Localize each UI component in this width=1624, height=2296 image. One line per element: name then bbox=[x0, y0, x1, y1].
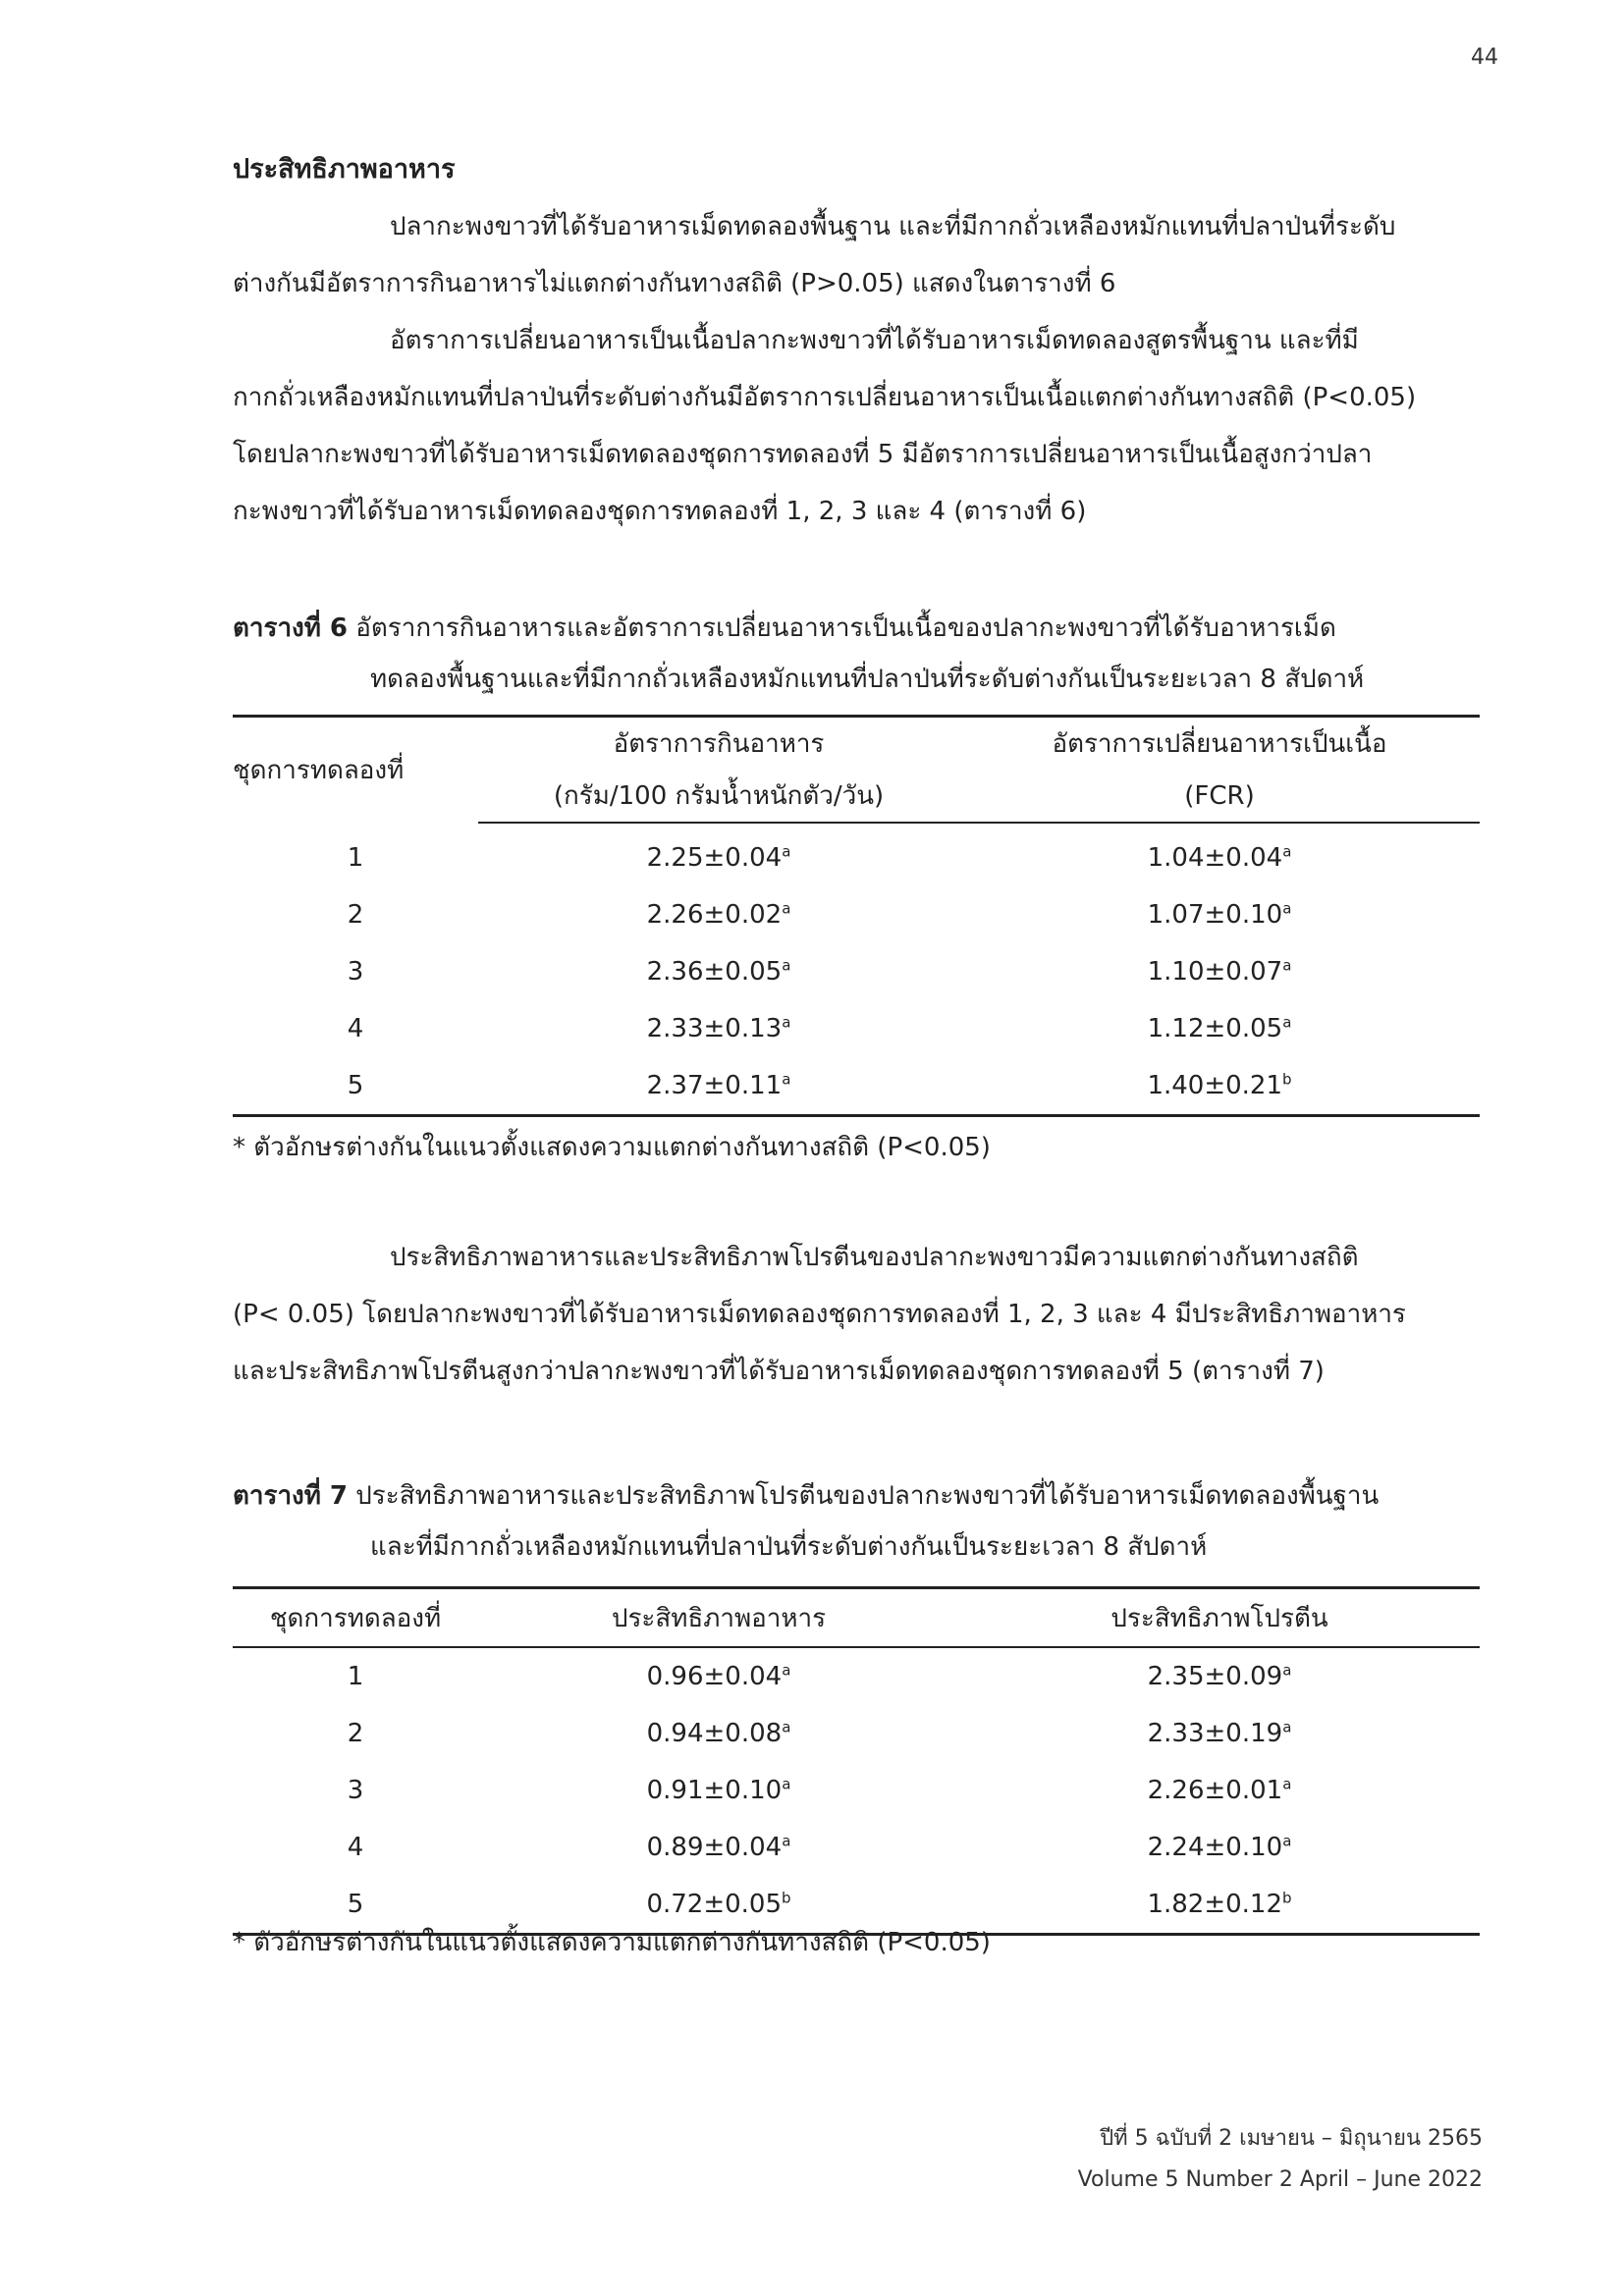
table-6-caption-text: อัตราการกินอาหารและอัตราการเปลี่ยนอาหารเป็นเนื้อของปลากะพงขาวที่ได้รับอาหารเม็ด bbox=[355, 614, 1336, 643]
table-7 bbox=[233, 1586, 1480, 1936]
significance-letter: a bbox=[1282, 956, 1292, 975]
cell-intake bbox=[478, 1057, 959, 1116]
footer-english: Volume 5 Number 2 April – June 2022 bbox=[1077, 2167, 1483, 2192]
significance-letter: a bbox=[1282, 1832, 1292, 1850]
cell-value: 2.35±0.09 bbox=[1147, 1662, 1283, 1691]
cell-protein-efficiency bbox=[959, 1762, 1480, 1819]
cell-value: 0.91±0.10 bbox=[646, 1776, 783, 1805]
cell-fcr bbox=[959, 886, 1480, 943]
cell-intake bbox=[478, 823, 959, 886]
paragraph-line: และประสิทธิภาพโปรตีนสูงกว่าปลากะพงขาวที่ได้รับอาหารเม็ดทดลองชุดการทดลองที่ 5 (ตารางที่ 7) bbox=[233, 1357, 1325, 1386]
column-header-treatment: ชุดการทดลองที่ bbox=[233, 1588, 478, 1648]
significance-letter: a bbox=[1282, 1718, 1292, 1736]
cell-fcr bbox=[959, 1000, 1480, 1057]
footer-thai: ปีที่ 5 ฉบับที่ 2 เมษายน – มิถุนายน 2565 bbox=[1100, 2126, 1483, 2151]
table-6-caption-cont: ทดลองพื้นฐานและที่มีกากถั่วเหลืองหมักแทนที่ปลาป่นที่ระดับต่างกันเป็นระยะเวลา 8 สัปดาห์ bbox=[370, 665, 1365, 694]
paragraph-line: ต่างกันมีอัตราการกินอาหารไม่แตกต่างกันทางสถิติ (P>0.05) แสดงในตารางที่ 6 bbox=[233, 269, 1116, 298]
cell-value: 1.12±0.05 bbox=[1147, 1014, 1283, 1043]
cell-value: 0.94±0.08 bbox=[646, 1719, 783, 1748]
paragraph-line: (P< 0.05) โดยปลากะพงขาวที่ได้รับอาหารเม็ดทดลองชุดการทดลองที่ 1, 2, 3 และ 4 มีประสิทธิภาพอาหาร bbox=[233, 1300, 1406, 1329]
cell-protein-efficiency bbox=[959, 1647, 1480, 1705]
table-row bbox=[233, 1762, 1480, 1819]
table-7-caption-cont: และที่มีกากถั่วเหลืองหมักแทนที่ปลาป่นที่ระดับต่างกันเป็นระยะเวลา 8 สัปดาห์ bbox=[370, 1532, 1208, 1562]
significance-letter: b bbox=[782, 1889, 791, 1907]
table-row bbox=[233, 1057, 1480, 1116]
cell-value: 2.26±0.01 bbox=[1147, 1776, 1283, 1805]
cell-treatment: 5 bbox=[347, 1890, 364, 1919]
column-header-protein-efficiency: ประสิทธิภาพโปรตีน bbox=[959, 1588, 1480, 1648]
cell-treatment: 1 bbox=[347, 842, 364, 873]
table-7-label: ตารางที่ 7 bbox=[233, 1481, 349, 1511]
significance-letter: a bbox=[1282, 1775, 1292, 1793]
table-row bbox=[233, 1000, 1480, 1057]
cell-treatment: 4 bbox=[347, 1833, 364, 1862]
cell-fcr bbox=[959, 823, 1480, 886]
page-number: 44 bbox=[1471, 45, 1498, 70]
cell-value: 1.04±0.04 bbox=[1147, 843, 1283, 873]
cell-value: 1.82±0.12 bbox=[1147, 1890, 1283, 1919]
cell-treatment: 2 bbox=[347, 900, 364, 930]
section-title: ประสิทธิภาพอาหาร bbox=[233, 154, 456, 185]
significance-letter: a bbox=[782, 1070, 791, 1089]
cell-value: 1.40±0.21 bbox=[1147, 1071, 1283, 1100]
cell-value: 2.25±0.04 bbox=[646, 843, 783, 873]
cell-fcr bbox=[959, 1057, 1480, 1116]
column-header-fcr: อัตราการเปลี่ยนอาหารเป็นเนื้อ bbox=[1052, 729, 1387, 759]
cell-value: 2.37±0.11 bbox=[646, 1071, 783, 1100]
cell-treatment: 4 bbox=[347, 1014, 364, 1043]
cell-feed-efficiency bbox=[478, 1819, 959, 1876]
significance-letter: a bbox=[782, 1661, 791, 1680]
paragraph-line: ประสิทธิภาพอาหารและประสิทธิภาพโปรตีนของปลากะพงขาวมีความแตกต่างกันทางสถิติ bbox=[390, 1243, 1359, 1272]
table-7-caption bbox=[233, 1470, 1480, 1573]
cell-value: 0.96±0.04 bbox=[646, 1662, 783, 1691]
cell-value: 2.33±0.13 bbox=[646, 1014, 783, 1043]
cell-value: 2.36±0.05 bbox=[646, 957, 783, 987]
table-row bbox=[233, 943, 1480, 1000]
cell-feed-efficiency bbox=[478, 1647, 959, 1705]
significance-letter: a bbox=[782, 1775, 791, 1793]
paragraph-feed-intake bbox=[233, 198, 1480, 312]
table-6 bbox=[233, 715, 1480, 1117]
significance-letter: b bbox=[1282, 1889, 1292, 1907]
significance-letter: a bbox=[782, 899, 791, 918]
cell-value: 2.26±0.02 bbox=[646, 900, 783, 930]
cell-fcr bbox=[959, 943, 1480, 1000]
significance-letter: a bbox=[782, 1718, 791, 1736]
significance-letter: a bbox=[1282, 899, 1292, 918]
significance-letter: a bbox=[782, 956, 791, 975]
table-7-caption-text: ประสิทธิภาพอาหารและประสิทธิภาพโปรตีนของปลากะพงขาวที่ได้รับอาหารเม็ดทดลองพื้นฐาน bbox=[355, 1481, 1380, 1511]
significance-letter: a bbox=[782, 1013, 791, 1032]
cell-value: 1.07±0.10 bbox=[1147, 900, 1283, 930]
table-7-footnote: * ตัวอักษรต่างกันในแนวตั้งแสดงความแตกต่างกันทางสถิติ (P<0.05) bbox=[233, 1928, 991, 1957]
table-6-label: ตารางที่ 6 bbox=[233, 614, 349, 643]
cell-feed-efficiency bbox=[478, 1762, 959, 1819]
table-6-footnote: * ตัวอักษรต่างกันในแนวตั้งแสดงความแตกต่างกันทางสถิติ (P<0.05) bbox=[233, 1133, 991, 1162]
cell-intake bbox=[478, 1000, 959, 1057]
cell-intake bbox=[478, 886, 959, 943]
cell-protein-efficiency bbox=[959, 1819, 1480, 1876]
cell-value: 0.72±0.05 bbox=[646, 1890, 783, 1919]
significance-letter: a bbox=[1282, 1661, 1292, 1680]
significance-letter: a bbox=[782, 842, 791, 861]
table-row bbox=[233, 886, 1480, 943]
column-header-fcr-unit: (FCR) bbox=[959, 770, 1480, 823]
cell-treatment: 5 bbox=[347, 1071, 364, 1100]
paragraph-efficiency bbox=[233, 1229, 1480, 1400]
column-header-feed-intake-unit: (กรัม/100 กรัมน้ำหนักตัว/วัน) bbox=[478, 770, 959, 823]
table-row bbox=[233, 1647, 1480, 1705]
cell-treatment: 1 bbox=[347, 1662, 364, 1691]
journal-footer bbox=[1031, 2118, 1483, 2201]
paragraph-line: โดยปลากะพงขาวที่ได้รับอาหารเม็ดทดลองชุดการทดลองที่ 5 มีอัตราการเปลี่ยนอาหารเป็นเนื้อสูงกว่าปลา bbox=[233, 440, 1373, 469]
cell-value: 2.24±0.10 bbox=[1147, 1833, 1283, 1862]
cell-treatment: 3 bbox=[347, 957, 364, 987]
column-header-treatment: ชุดการทดลองที่ bbox=[233, 756, 405, 785]
paragraph-line: กากถั่วเหลืองหมักแทนที่ปลาป่นที่ระดับต่างกันมีอัตราการเปลี่ยนอาหารเป็นเนื้อแตกต่างกันทางสถิติ (P<0.05) bbox=[233, 383, 1417, 412]
paragraph-line: ปลากะพงขาวที่ได้รับอาหารเม็ดทดลองพื้นฐาน และที่มีกากถั่วเหลืองหมักแทนที่ปลาป่นที่ระดับ bbox=[390, 212, 1396, 241]
cell-value: 1.10±0.07 bbox=[1147, 957, 1283, 987]
cell-protein-efficiency bbox=[959, 1705, 1480, 1762]
significance-letter: a bbox=[782, 1832, 791, 1850]
paragraph-line: กะพงขาวที่ได้รับอาหารเม็ดทดลองชุดการทดลองที่ 1, 2, 3 และ 4 (ตารางที่ 6) bbox=[233, 497, 1087, 526]
cell-treatment: 2 bbox=[347, 1719, 364, 1748]
cell-treatment: 3 bbox=[347, 1776, 364, 1805]
column-header-feed-intake: อัตราการกินอาหาร bbox=[613, 729, 825, 759]
table-row bbox=[233, 1705, 1480, 1762]
cell-intake bbox=[478, 943, 959, 1000]
paragraph-fcr bbox=[233, 312, 1480, 540]
significance-letter: a bbox=[1282, 842, 1292, 861]
table-6-caption bbox=[233, 603, 1480, 705]
cell-feed-efficiency bbox=[478, 1705, 959, 1762]
paragraph-line: อัตราการเปลี่ยนอาหารเป็นเนื้อปลากะพงขาวที่ได้รับอาหารเม็ดทดลองสูตรพื้นฐาน และที่มี bbox=[390, 326, 1359, 355]
cell-value: 0.89±0.04 bbox=[646, 1833, 783, 1862]
significance-letter: a bbox=[1282, 1013, 1292, 1032]
cell-value: 2.33±0.19 bbox=[1147, 1719, 1283, 1748]
significance-letter: b bbox=[1282, 1070, 1292, 1089]
cell-protein-efficiency bbox=[959, 1876, 1480, 1935]
table-row bbox=[233, 823, 1480, 886]
table-row bbox=[233, 1819, 1480, 1876]
column-header-feed-efficiency: ประสิทธิภาพอาหาร bbox=[478, 1588, 959, 1648]
